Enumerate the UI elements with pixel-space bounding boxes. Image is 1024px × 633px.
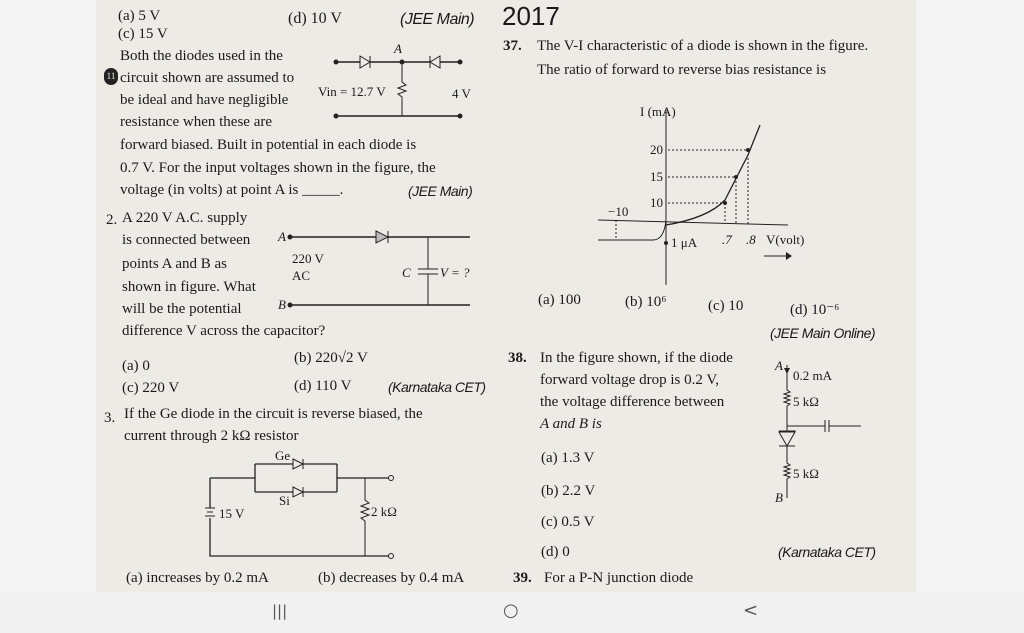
svg-text:20: 20	[650, 142, 663, 157]
question-line: points A and B as	[122, 256, 228, 272]
svg-text:15: 15	[650, 169, 663, 184]
diode-circuit-figure	[318, 40, 471, 120]
option: (c) 10	[708, 298, 744, 314]
option: (b) 2.2 V	[541, 483, 596, 499]
question-line: Both the diodes used in the	[120, 48, 283, 64]
option: (b) 10⁶	[625, 294, 667, 310]
back-button[interactable]: <	[743, 600, 759, 621]
svg-text:V(volt): V(volt)	[766, 232, 805, 247]
svg-text:AC: AC	[292, 268, 311, 283]
option: (a) 0	[122, 358, 150, 374]
question-line: If the Ge diode in the circuit is reverse biased, the	[124, 406, 423, 422]
question-line: will be the potential	[122, 301, 242, 317]
question-number: 3.	[104, 410, 116, 426]
option: (d) 10 V	[288, 10, 342, 27]
option: (c) 220 V	[122, 380, 180, 396]
svg-text:5 kΩ: 5 kΩ	[793, 394, 819, 409]
svg-text:0.2 mA: 0.2 mA	[793, 368, 832, 383]
ac-capacitor-figure	[280, 225, 480, 315]
question-number: 39.	[513, 570, 532, 586]
question-number: 38.	[508, 350, 527, 366]
question-line: be ideal and have negligible	[120, 92, 289, 108]
source: (Karnataka CET)	[778, 544, 876, 560]
recent-apps-button[interactable]: |||	[272, 602, 288, 620]
source: (JEE Main)	[400, 11, 475, 28]
question-line: current through 2 kΩ resistor	[124, 428, 299, 444]
option: (b) 220√2 V	[294, 350, 368, 366]
question-line: The V-I characteristic of a diode is shown in the figure.	[537, 38, 869, 54]
option: (b) decreases by 0.4 mA	[318, 570, 465, 586]
question-line: For a P-N junction diode	[544, 570, 694, 586]
question-line: A and B is	[540, 416, 602, 432]
question-line: voltage (in volts) at point A is _____.	[120, 182, 344, 198]
option: (c) 15 V	[118, 26, 168, 42]
svg-text:2 kΩ: 2 kΩ	[371, 504, 397, 519]
svg-text:B: B	[278, 297, 286, 312]
option: (a) 5 V	[118, 8, 161, 24]
source: (JEE Main)	[408, 183, 473, 199]
svg-text:5 kΩ: 5 kΩ	[793, 466, 819, 481]
ge-si-circuit-figure	[205, 450, 405, 560]
svg-text:15 V: 15 V	[219, 506, 245, 521]
year-heading: 2017	[502, 1, 560, 31]
question-line: The ratio of forward to reverse bias resistance is	[537, 62, 827, 78]
source: (Karnataka CET)	[388, 379, 486, 395]
svg-text:A: A	[394, 41, 402, 56]
svg-text:Si: Si	[279, 493, 290, 508]
question-line: is connected between	[122, 232, 251, 248]
svg-text:B: B	[775, 490, 783, 505]
question-line: forward biased. Built in potential in each diode is	[120, 137, 417, 153]
svg-text:4 V: 4 V	[452, 86, 471, 101]
question-line: 0.7 V. For the input voltages shown in the figure, the	[120, 160, 436, 176]
option: (c) 0.5 V	[541, 514, 595, 530]
svg-text:A: A	[278, 229, 286, 244]
question-line: resistance when these are	[120, 114, 273, 130]
svg-text:Ge: Ge	[275, 448, 291, 463]
option: (a) 1.3 V	[541, 450, 595, 466]
home-button[interactable]: ○	[503, 600, 519, 621]
navigation-bar	[0, 592, 1024, 633]
svg-text:C: C	[402, 265, 411, 280]
svg-text:10: 10	[650, 195, 663, 210]
svg-text:.7: .7	[722, 232, 732, 247]
svg-text:Vin = 12.7 V: Vin = 12.7 V	[318, 84, 386, 99]
svg-text:A: A	[775, 358, 783, 373]
option: (d) 110 V	[294, 378, 352, 394]
diode-resistor-figure	[775, 360, 895, 505]
option: (d) 10⁻⁶	[790, 302, 840, 318]
question-line: A 220 V A.C. supply	[122, 210, 248, 226]
option: (a) increases by 0.2 mA	[126, 570, 269, 586]
question-line: In the figure shown, if the diode	[540, 350, 733, 366]
svg-text:V = ?: V = ?	[440, 265, 470, 280]
question-line: circuit shown are assumed to	[120, 70, 295, 86]
question-line: the voltage difference between	[540, 394, 725, 410]
svg-text:.8: .8	[746, 232, 756, 247]
svg-text:−10: −10	[608, 204, 629, 219]
question-number: 37.	[503, 38, 522, 54]
vi-characteristic-graph	[598, 100, 805, 290]
question-number: 2.	[106, 212, 118, 228]
svg-text:I (mA): I (mA)	[640, 104, 676, 119]
question-number: 11	[104, 68, 118, 85]
svg-text:220 V: 220 V	[292, 251, 324, 266]
question-line: forward voltage drop is 0.2 V,	[540, 372, 720, 388]
question-line: shown in figure. What	[122, 279, 256, 295]
source: (JEE Main Online)	[770, 325, 876, 341]
option: (d) 0	[541, 544, 570, 560]
option: (a) 100	[538, 292, 581, 308]
question-line: difference V across the capacitor?	[122, 323, 326, 339]
svg-text:1 μA: 1 μA	[671, 235, 698, 250]
